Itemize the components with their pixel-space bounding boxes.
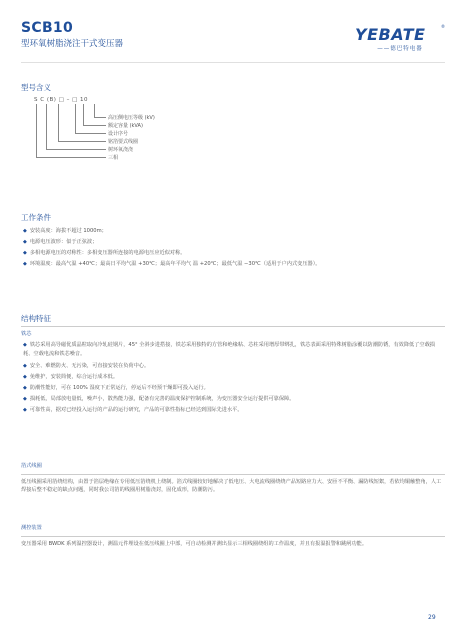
list-item: ◆ 可靠性高，据对已经投入运行的产品的运行研究，产品的可靠性指标已经达到国际先进水平。 (23, 407, 243, 413)
section-title-working-conditions: 工作条件 (21, 213, 51, 222)
connector-line (83, 104, 84, 125)
list-item: ◆ 免维护，安装简便，综合运行成本低。 (23, 374, 119, 380)
model-label: 三相 (108, 155, 119, 161)
list-item: ◆ 损耗低，局部放电量低，噪声小，散热能力强，配备有完善的温度保护控制系统，为变压器安全运行提供可靠保障。 (23, 396, 295, 402)
model-label: 铭箔要式线圈 (108, 139, 139, 145)
logo-chinese-name: ——德巴特电器 (377, 46, 423, 52)
bullet-diamond-icon: ◆ (23, 228, 27, 234)
section-title-model: 型号含义 (21, 83, 51, 92)
page-number: 29 (428, 614, 436, 621)
list-item: ◆ 电源电压波形：似于正弦波； (23, 239, 98, 245)
bullet-diamond-icon: ◆ (23, 363, 27, 369)
bullet-diamond-icon: ◆ (23, 407, 27, 413)
connector-line (94, 104, 95, 117)
connector-line (36, 104, 37, 157)
list-item: ◆ 多相电源电压的对称性：多相变压器所连接的电源电压应近似对称。 (23, 250, 186, 256)
connector-line (46, 104, 47, 149)
connector-line (36, 157, 106, 158)
temperature-description: 变压器采用 BWDK 系列温控器设计，测温元件埋设在低压线圈上中部，可自动检测并测出显示三相线圈绕组的工作温度，并且有报温报警和跳闸功能。 (21, 536, 445, 548)
page-title: SCB10 (21, 20, 74, 36)
header-divider (21, 62, 445, 63)
model-label: 额定容量 (kVA) (108, 123, 143, 129)
list-item: ◆ 防潮性能好，可在 100% 湿度下正常运行，停运后不经预干燥即可投入运行。 (23, 385, 209, 391)
bullet-diamond-icon: ◆ (23, 374, 27, 380)
connector-line (58, 141, 106, 142)
connector-line (83, 125, 106, 126)
page-subtitle: 型环氧树脂浇注干式变压器 (21, 39, 124, 49)
bullet-diamond-icon: ◆ (23, 396, 27, 402)
connector-line (75, 133, 106, 134)
model-label: 高压侧电压等级 (kV) (108, 115, 155, 121)
section-title-structure: 结构特征 (21, 314, 51, 323)
connector-line (58, 104, 59, 141)
bullet-diamond-icon: ◆ (23, 261, 27, 267)
bullet-diamond-icon: ◆ (23, 239, 27, 245)
bullet-diamond-icon: ◆ (23, 250, 27, 256)
winding-description: 低压线圈采用箔绕结构，由置于箔层绝缘在专用低压箔绕机上绕制。箔式线圈较好地解决了低电压、大电流线圈绕绕产品短路应力大、安匝不平衡、漏防线短絮，若依均铜触整角，人工焊接后整不稳定的缺点问题，同时我公司箔的线圈用树脂浇封，固化成形，防潮防污。 (21, 474, 445, 494)
subsection-title-winding: 箔式线圈 (21, 463, 42, 469)
list-item: ◆ 安装高度：海拔不超过 1000m； (23, 228, 107, 234)
brand-logo (355, 26, 445, 52)
logo-text: YEBATE (355, 25, 426, 44)
list-item: ◆ 环境温度：最高气温 +40℃；最高日平均气温 +30℃；最高年平均气 温 +20℃；最低气温 −30℃（适用于户内式变压器）。 (23, 261, 321, 267)
registered-mark: ® (441, 24, 445, 29)
connector-line (46, 149, 106, 150)
model-label: 树环氧浇浇 (108, 147, 134, 153)
bullet-diamond-icon: ◆ (23, 385, 27, 391)
subsection-title-core: 铁芯 (21, 326, 445, 338)
model-label: 设计序号 (108, 131, 129, 137)
list-item: ◆ 铁芯采用高导磁优质晶粒取向冷轧硅钢片，45° 全斜步进搭接，铁芯采用独特的方管和绝缘粘、芯柱采用增厚带绑扎，铁芯表面采用特殊树脂涂覆以防潮防锈，有效降低了空载损耗、空载电流和铁芯噪音。 (23, 342, 435, 357)
subsection-title-temperature: 测控装置 (21, 525, 42, 531)
list-item: ◆ 安全、难燃防火、无污染，可直接安装在负荷中心。 (23, 363, 150, 369)
bullet-diamond-icon: ◆ (23, 342, 27, 348)
connector-line (75, 104, 76, 133)
connector-line (94, 117, 106, 118)
model-code: S C (B) □ – □ 10 (34, 97, 89, 103)
